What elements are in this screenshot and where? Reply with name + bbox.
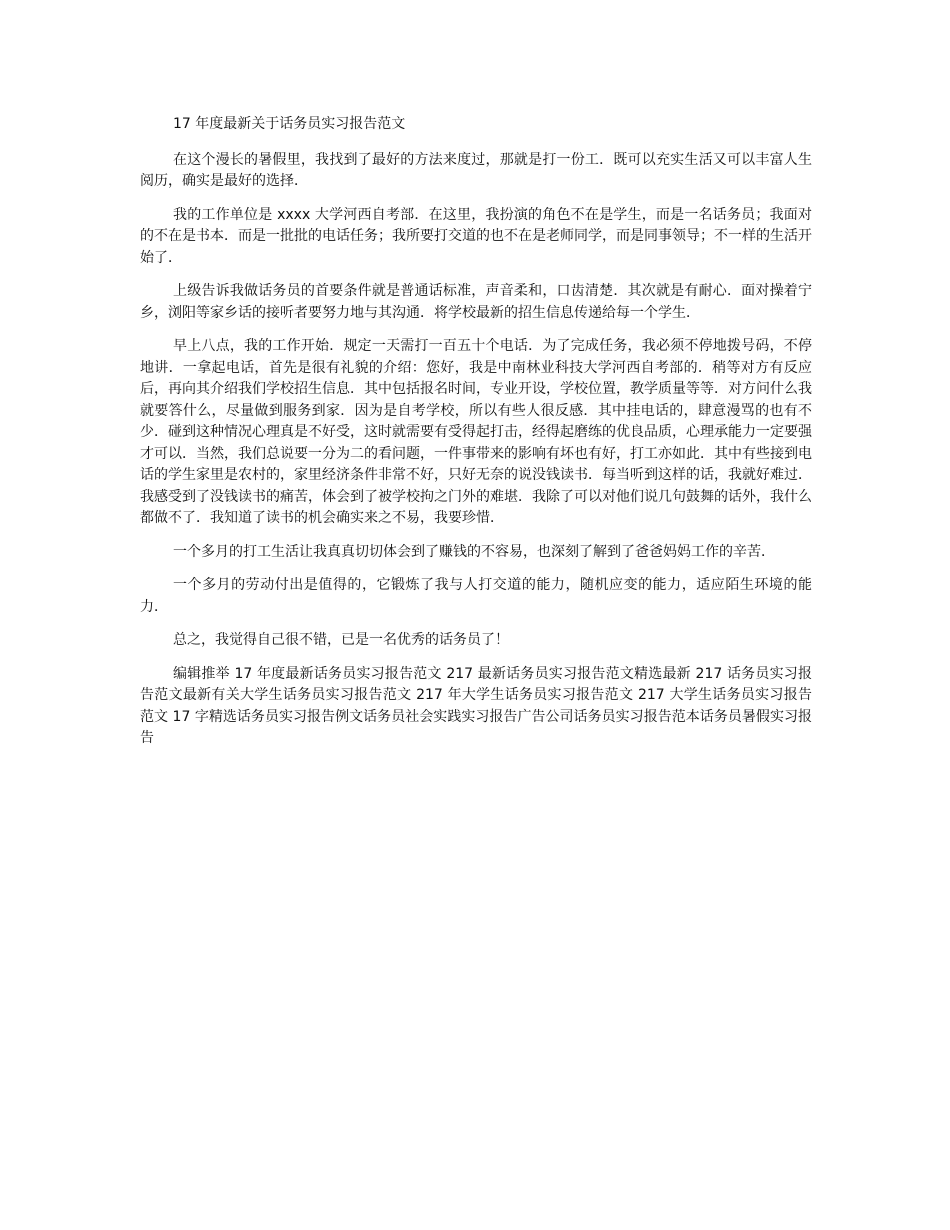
paragraph-conclusion: 总之，我觉得自己很不错，已是一名优秀的话务员了！ — [173, 632, 509, 648]
document-body — [140, 114, 812, 762]
paragraph-workplace: 我的工作单位是 xxxx 大学河西自考部．在这里，我扮演的角色不在是学生，而是一名话务员；我面对的不在是书本．而是一批批的电话任务；我所要打交道的也不在是老师同学，而是同事领导；不一样的生活开始了． — [140, 206, 812, 266]
paragraph-requirements: 上级告诉我做话务员的首要条件就是普通话标准，声音柔和，口齿清楚．其次就是有耐心．面对操着宁乡，浏阳等家乡话的接听者要努力地与其沟通．将学校最新的招生信息传递给每一个学生． — [140, 283, 812, 321]
paragraph-daily-work: 早上八点，我的工作开始．规定一天需打一百五十个电话．为了完成任务，我必须不停地拨号码，不停地讲．一拿起电话，首先是很有礼貌的介绍：您好，我是中南林业科技大学河西自考部的．稍等对方有反应后，再向其介绍我们学校招生信息．其中包括报名时间，专业开设，学校位置，教学质量等等．对方问什么我就要答什么，尽量做到服务到家．因为是自考学校，所以有些人很反感．其中挂电话的，肆意漫骂的也有不少．碰到这种情况心理真是不好受，这时就需要有受得起打击，经得起磨练的优良品质，心理承能力一定要强才可以．当然，我们总说要一分为二的看问题，一件事带来的影响有坏也有好，打工亦如此．其中有些接到电话的学生家里是农村的，家里经济条件非常不好，只好无奈的说没钱读书．每当听到这样的话，我就好难过．我感受到了没钱读书的痛苦，体会到了被学校拘之门外的难堪．我除了可以对他们说几句鼓舞的话外，我什么都做不了．我知道了读书的机会确实来之不易，我要珍惜． — [140, 338, 812, 526]
paragraph-skills: 一个多月的劳动付出是值得的，它锻炼了我与人打交道的能力，随机应变的能力，适应陌生环境的能力． — [140, 577, 812, 615]
paragraph-intro: 在这个漫长的暑假里，我找到了最好的方法来度过，那就是打一份工．既可以充实生活又可以丰富人生阅历，确实是最好的选择． — [140, 151, 812, 189]
document-title: 17 年度最新关于话务员实习报告范文 — [173, 116, 406, 132]
paragraph-reflection: 一个多月的打工生活让我真真切切体会到了赚钱的不容易，也深刻了解到了爸爸妈妈工作的辛苦． — [173, 543, 775, 560]
paragraph-recommended: 编辑推举 17 年度最新话务员实习报告范文 217 最新话务员实习报告范文精选最新 217 话务员实习报告范文最新有关大学生话务员实习报告范文 217 年大学生话务员实习报告范文 217 大学生话务员实习报告范文 17 字精选话务员实习报告例文话务员社会实践实习报告广告公司话务员实习报告范本话务员暑假实习报告 — [140, 665, 812, 746]
